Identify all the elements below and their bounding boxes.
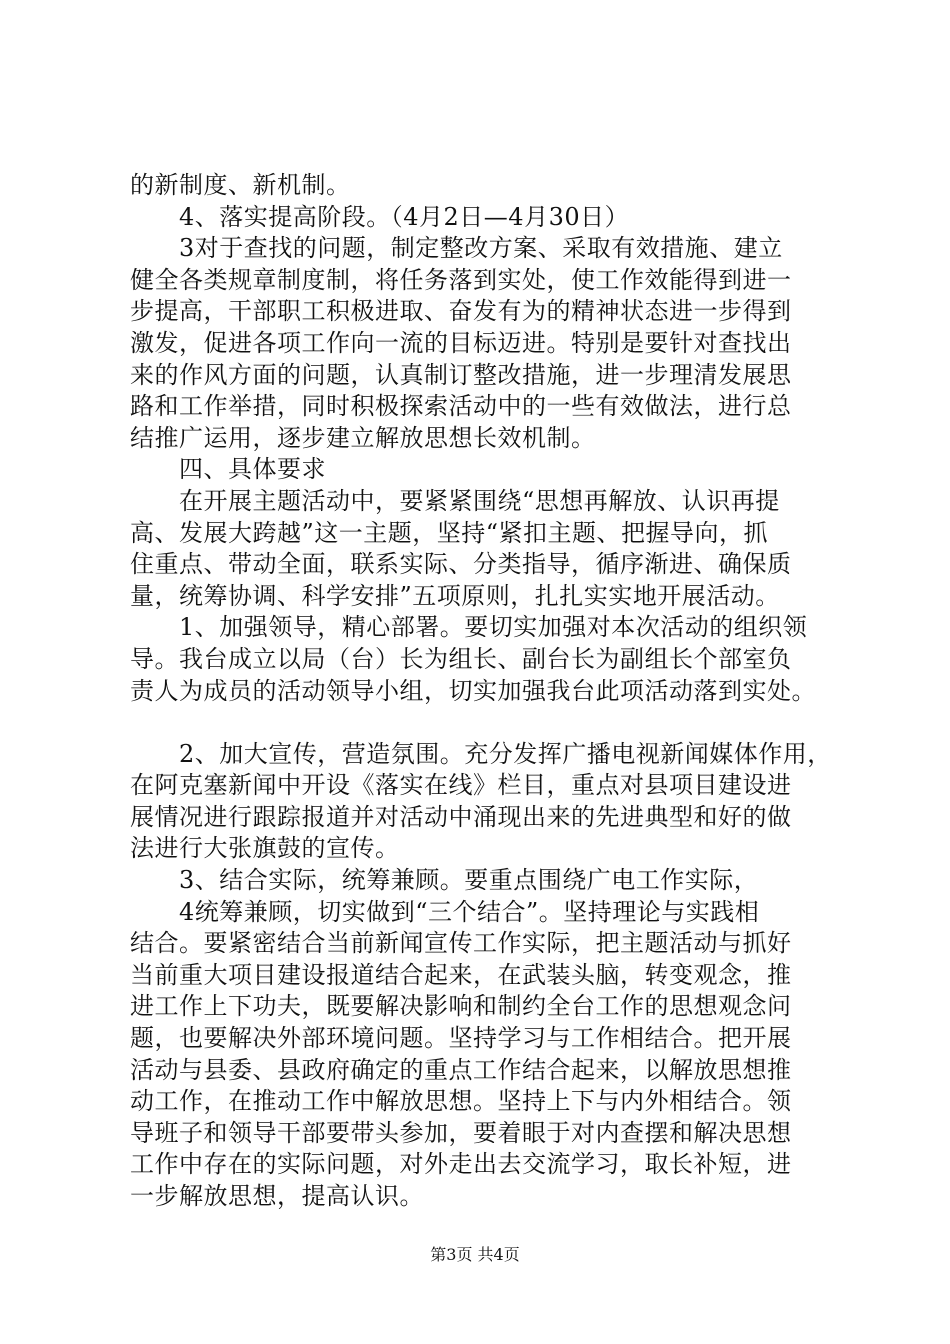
text-line: 激发，促进各项工作向一流的目标迈进。特别是要针对查找出 xyxy=(130,328,792,357)
text-line: 展情况进行跟踪报道并对活动中涌现出来的先进典型和好的做 xyxy=(130,802,792,831)
text-line: 结推广运用，逐步建立解放思想长效机制。 xyxy=(130,423,596,452)
section-heading: 四、具体要求 xyxy=(130,455,326,484)
text-line: 一步解放思想，提高认识。 xyxy=(130,1182,424,1210)
text-line: 步提高，干部职工积极进取、奋发有为的精神状态进一步得到 xyxy=(130,297,792,326)
text-line: 导班子和领导干部要带头参加，要着眼于对内查摆和解决思想 xyxy=(130,1118,792,1147)
text-line: 量，统筹协调、科学安排”五项原则，扎扎实实地开展活动。 xyxy=(130,581,780,610)
text-line: 健全各类规章制度制，将任务落到实处，使工作效能得到进一 xyxy=(130,265,792,294)
text-line: 来的作风方面的问题，认真制订整改措施，进一步理清发展思 xyxy=(130,360,792,389)
text-line: 3、结合实际，统筹兼顾。要重点围绕广电工作实际， xyxy=(130,866,759,895)
blank-line xyxy=(130,707,850,739)
text-line: 路和工作举措，同时积极探索活动中的一些有效做法，进行总 xyxy=(130,392,792,421)
text-line: 2、加大宣传，营造氛围。充分发挥广播电视新闻媒体作用， xyxy=(130,739,832,768)
text-line: 题，也要解决外部环境问题。坚持学习与工作相结合。把开展 xyxy=(130,1024,792,1053)
text-line: 责人为成员的活动领导小组，切实加强我台此项活动落到实处。 xyxy=(130,676,816,705)
text-line: 活动与县委、县政府确定的重点工作结合起来，以解放思想推 xyxy=(130,1055,792,1084)
text-line: 住重点、带动全面，联系实际、分类指导，循序渐进、确保质 xyxy=(130,550,792,579)
text-line: 的新制度、新机制。 xyxy=(130,171,351,199)
text-line: 法进行大张旗鼓的宣传。 xyxy=(130,834,400,863)
text-line: 动工作，在推动工作中解放思想。坚持上下与内外相结合。领 xyxy=(130,1087,792,1116)
text-line: 结合。要紧密结合当前新闻宣传工作实际，把主题活动与抓好 xyxy=(130,929,792,958)
text-line: 在开展主题活动中，要紧紧围绕“思想再解放、认识再提 xyxy=(130,486,780,515)
text-line: 4统筹兼顾，切实做到“三个结合”。坚持理论与实践相 xyxy=(130,897,760,926)
text-line: 在阿克塞新闻中开设《落实在线》栏目，重点对县项目建设进 xyxy=(130,771,792,800)
text-line: 3对于查找的问题，制定整改方案、采取有效措施、建立 xyxy=(130,234,783,263)
text-line: 高、发展大跨越”这一主题，坚持“紧扣主题、把握导向，抓 xyxy=(130,518,769,547)
text-line: 当前重大项目建设报道结合起来，在武装头脑，转变观念，推 xyxy=(130,960,792,989)
text-line: 4、落实提高阶段。（4月2日—4月30日） xyxy=(130,202,630,231)
text-line: 工作中存在的实际问题，对外走出去交流学习，取长补短，进 xyxy=(130,1150,792,1179)
page-number-footer: 第3页 共4页 xyxy=(430,1245,520,1264)
document-body xyxy=(130,170,850,1213)
text-line: 1、加强领导，精心部署。要切实加强对本次活动的组织领 xyxy=(130,613,808,642)
text-line: 导。我台成立以局（台）长为组长、副台长为副组长个部室负 xyxy=(130,644,792,673)
text-line: 进工作上下功夫，既要解决影响和制约全台工作的思想观念问 xyxy=(130,992,792,1021)
